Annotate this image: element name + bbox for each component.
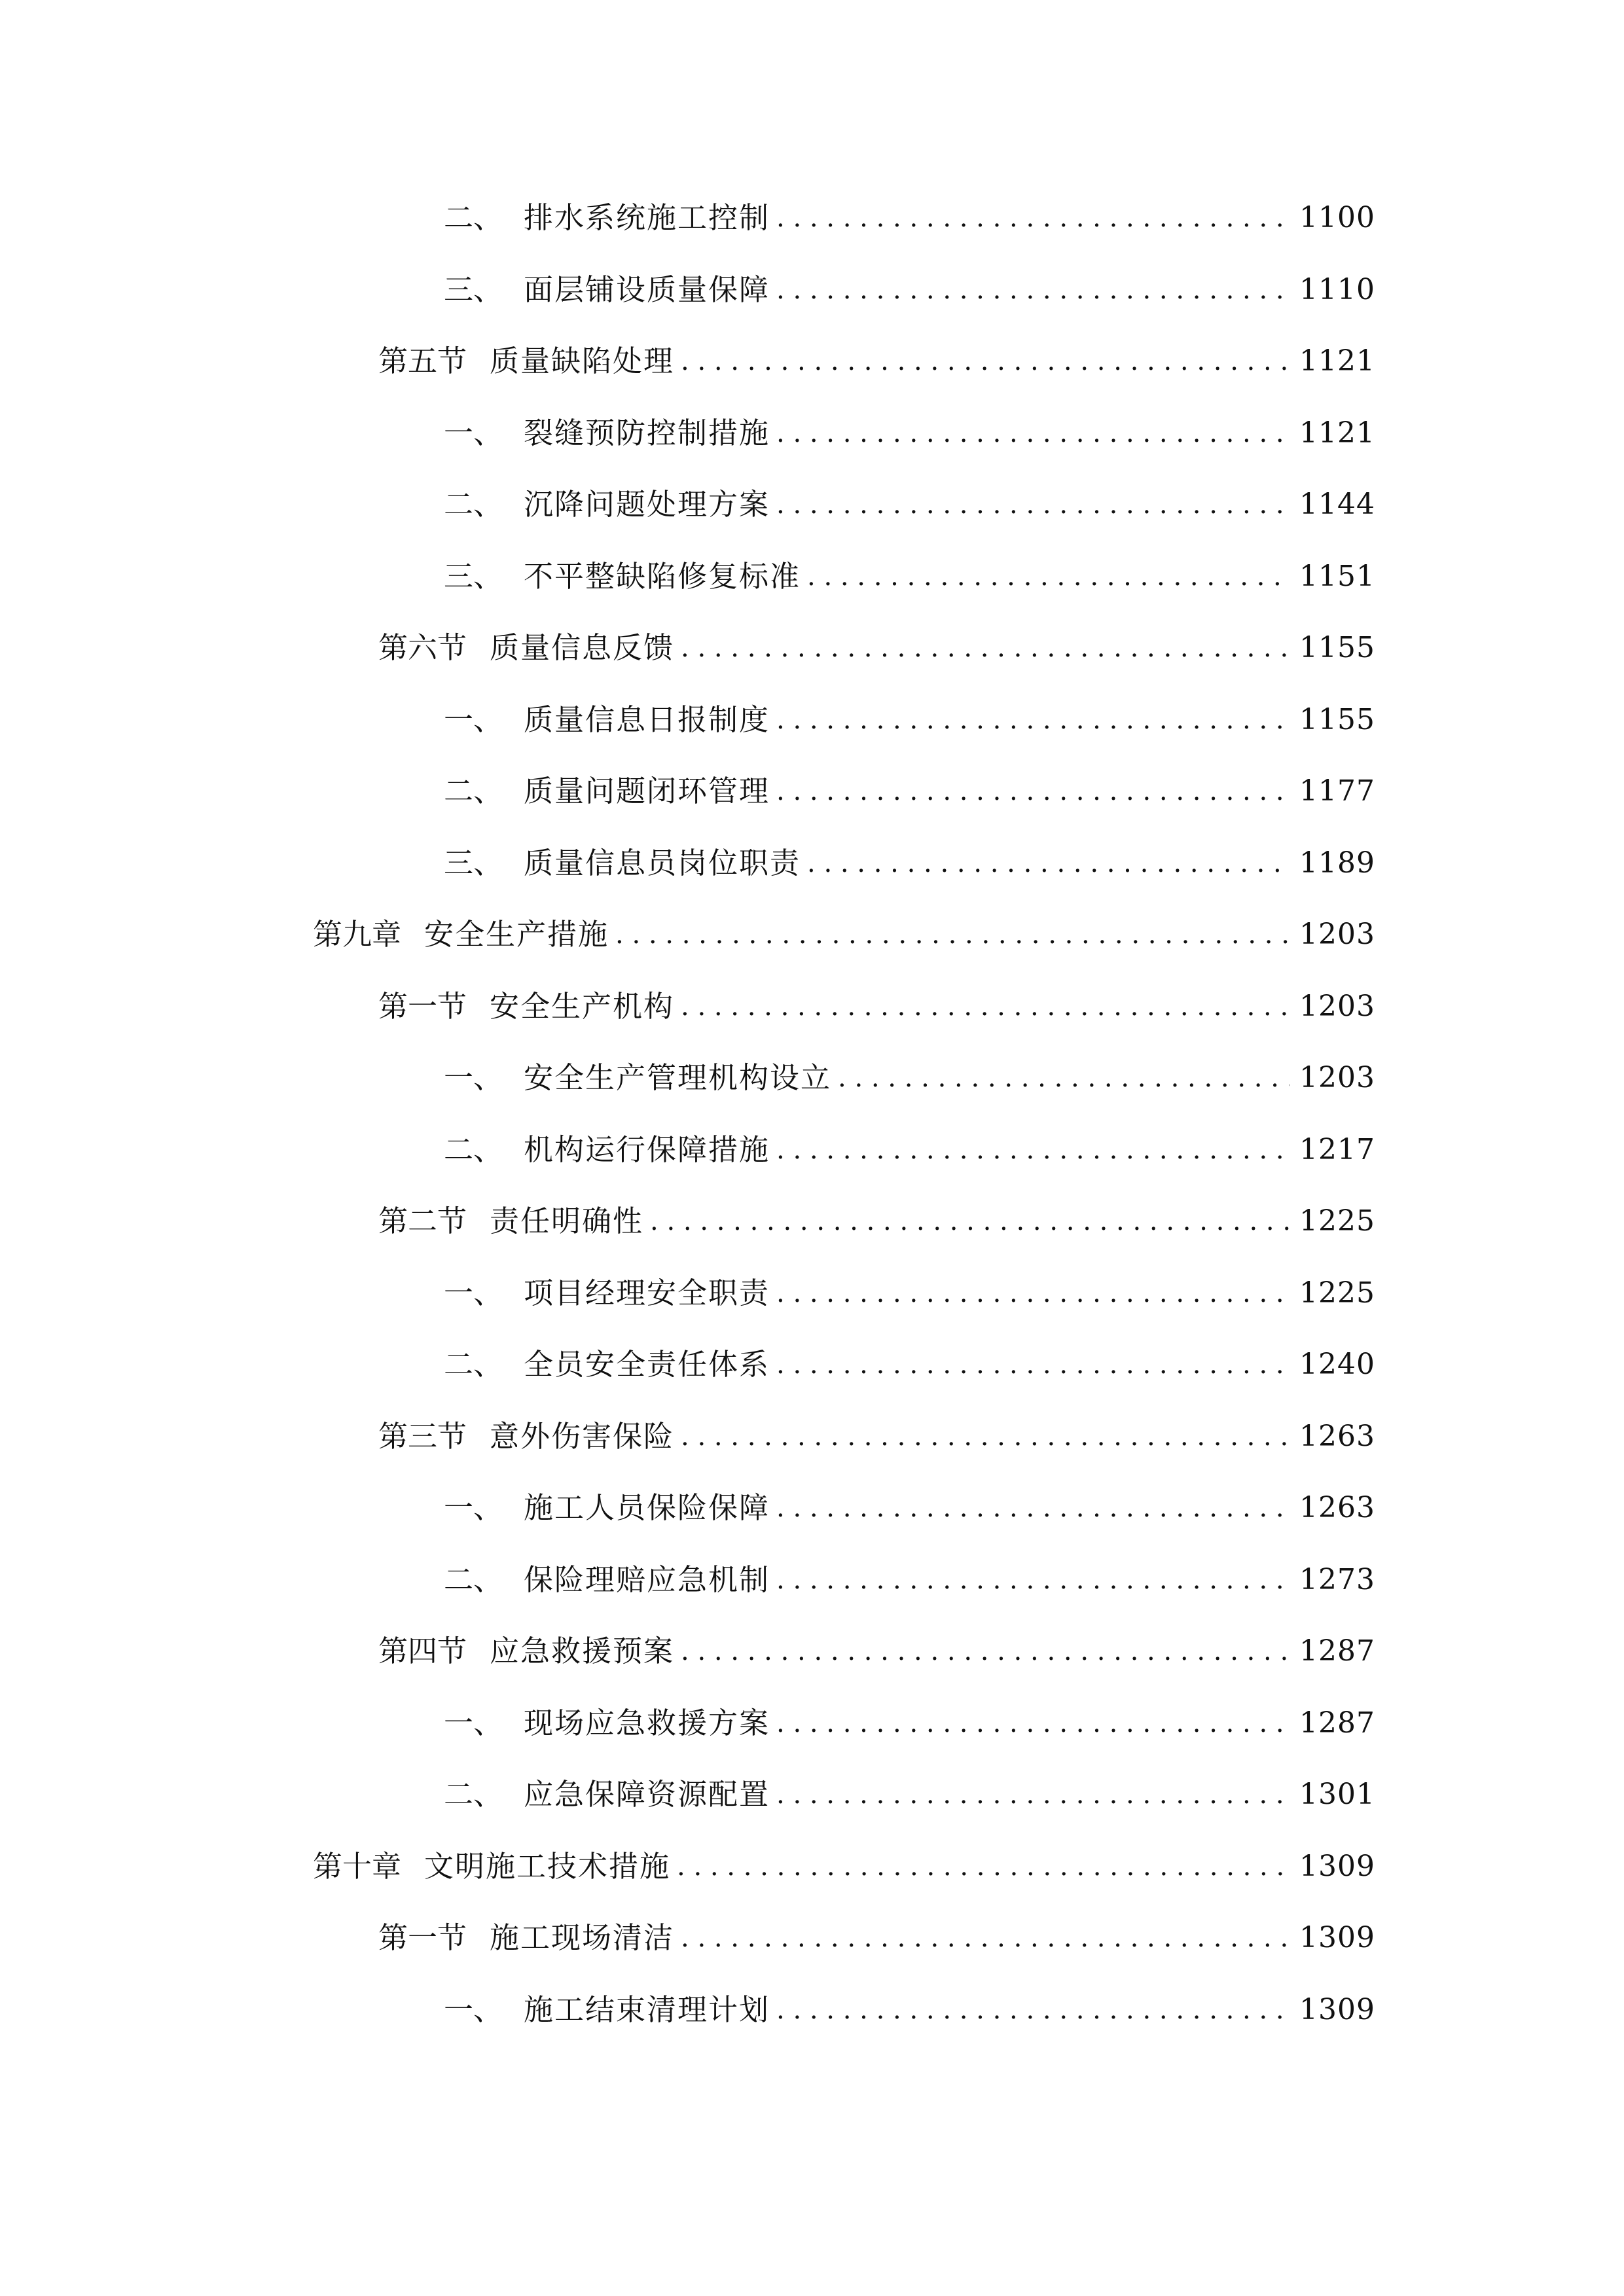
toc-entry-number: 三、: [444, 846, 503, 880]
toc-entry-number: 第二节: [378, 1204, 467, 1238]
toc-page-number: 1155: [1299, 631, 1375, 664]
toc-page-number: 1240: [1299, 1348, 1375, 1381]
toc-page-number: 1121: [1299, 344, 1375, 378]
toc-entry-item[interactable]: [444, 193, 1375, 243]
toc-entry-title: 现场应急救援方案: [524, 1706, 770, 1740]
toc-page-number: 1155: [1299, 703, 1375, 736]
toc-entry-title: 沉降问题处理方案: [524, 487, 770, 522]
toc-page-number: 1225: [1299, 1276, 1375, 1310]
dot-leader: [776, 1483, 1290, 1533]
toc-entry-section[interactable]: [378, 336, 1375, 386]
toc-entry-section[interactable]: [378, 1913, 1375, 1963]
dot-leader: [838, 1053, 1290, 1103]
toc-entry-item[interactable]: [444, 408, 1375, 458]
dot-leader: [650, 1196, 1290, 1246]
toc-entry-item[interactable]: [444, 1698, 1375, 1748]
toc-page-number: 1121: [1299, 416, 1375, 450]
toc-entry-item[interactable]: [444, 838, 1375, 888]
dot-leader: [681, 1913, 1290, 1963]
toc-entry-item[interactable]: [444, 265, 1375, 315]
toc-entry-number: 一、: [444, 1276, 503, 1310]
dot-leader: [776, 408, 1290, 458]
toc-entry-title: 质量问题闭环管理: [524, 774, 770, 808]
dot-leader: [776, 695, 1290, 745]
dot-leader: [776, 1698, 1290, 1748]
toc-entry-title: 安全生产机构: [490, 989, 675, 1024]
toc-entry-title: 面层铺设质量保障: [524, 272, 770, 307]
toc-entry-section[interactable]: [378, 982, 1375, 1031]
dot-leader: [776, 480, 1290, 529]
dot-leader: [681, 1626, 1290, 1676]
toc-entry-title: 文明施工技术措施: [424, 1849, 671, 1884]
toc-page-number: 1144: [1299, 488, 1375, 521]
dot-leader: [776, 1555, 1290, 1605]
dot-leader: [807, 552, 1290, 601]
toc-page-number: 1189: [1299, 846, 1375, 880]
toc-entry-title: 施工结束清理计划: [524, 1992, 770, 2027]
toc-entry-item[interactable]: [444, 1340, 1375, 1390]
toc-entry-item[interactable]: [444, 695, 1375, 745]
toc-entry-number: 三、: [444, 272, 503, 307]
toc-entry-number: 二、: [444, 487, 503, 522]
toc-page-number: 1273: [1299, 1563, 1375, 1596]
toc-entry-number: 三、: [444, 559, 503, 594]
toc-entry-section[interactable]: [378, 1196, 1375, 1246]
toc-entry-item[interactable]: [444, 1555, 1375, 1605]
dot-leader: [615, 910, 1290, 960]
toc-entry-number: 第三节: [378, 1419, 467, 1454]
toc-entry-item[interactable]: [444, 1483, 1375, 1533]
toc-entry-number: 第九章: [313, 917, 402, 952]
toc-page-number: 1309: [1299, 1993, 1375, 2026]
toc-entry-title: 意外伤害保险: [490, 1419, 675, 1454]
toc-entry-number: 一、: [444, 1992, 503, 2027]
dot-leader: [677, 1842, 1290, 1892]
toc-entry-title: 裂缝预防控制措施: [524, 416, 770, 450]
toc-page-number: 1263: [1299, 1420, 1375, 1453]
toc-entry-title: 项目经理安全职责: [524, 1276, 770, 1310]
toc-entry-title: 质量信息日报制度: [524, 702, 770, 737]
toc-entry-item[interactable]: [444, 1053, 1375, 1103]
toc-entry-item[interactable]: [444, 1268, 1375, 1318]
toc-page-number: 1217: [1299, 1133, 1375, 1166]
toc-entry-number: 第四节: [378, 1634, 467, 1668]
toc-entry-item[interactable]: [444, 552, 1375, 601]
toc-entry-title: 质量缺陷处理: [490, 344, 675, 378]
toc-entry-section[interactable]: [378, 623, 1375, 673]
toc-entry-item[interactable]: [444, 480, 1375, 529]
toc-page-number: 1110: [1299, 273, 1375, 306]
toc-entry-number: 第一节: [378, 989, 467, 1024]
toc-page-number: 1225: [1299, 1204, 1375, 1238]
toc-entry-number: 第五节: [378, 344, 467, 378]
toc-page-number: 1263: [1299, 1491, 1375, 1524]
toc-page-number: 1287: [1299, 1706, 1375, 1740]
toc-entry-title: 安全生产措施: [424, 917, 609, 952]
toc-entry-section[interactable]: [378, 1412, 1375, 1462]
toc-entry-number: 二、: [444, 774, 503, 808]
toc-entry-item[interactable]: [444, 1125, 1375, 1175]
toc-page-number: 1301: [1299, 1778, 1375, 1811]
dot-leader: [807, 838, 1290, 888]
toc-entry-title: 应急保障资源配置: [524, 1777, 770, 1812]
dot-leader: [681, 623, 1290, 673]
toc-entry-number: 第十章: [313, 1849, 402, 1884]
toc-page-number: 1203: [1299, 918, 1375, 951]
toc-entry-title: 质量信息员岗位职责: [524, 846, 801, 880]
toc-entry-item[interactable]: [444, 1985, 1375, 2035]
toc-entry-section[interactable]: [378, 1626, 1375, 1676]
dot-leader: [776, 1770, 1290, 1820]
toc-entry-item[interactable]: [444, 766, 1375, 816]
toc-page-number: 1309: [1299, 1850, 1375, 1883]
toc-entry-number: 一、: [444, 1706, 503, 1740]
toc-entry-title: 安全生产管理机构设立: [524, 1060, 832, 1095]
dot-leader: [776, 1985, 1290, 2035]
toc-entry-number: 一、: [444, 1490, 503, 1525]
dot-leader: [681, 336, 1290, 386]
toc-entry-number: 二、: [444, 200, 503, 235]
toc-entry-title: 施工现场清洁: [490, 1920, 675, 1955]
toc-entry-number: 二、: [444, 1777, 503, 1812]
dot-leader: [776, 265, 1290, 315]
toc-page-number: 1151: [1299, 560, 1375, 593]
toc-entry-title: 全员安全责任体系: [524, 1347, 770, 1382]
toc-entry-number: 一、: [444, 416, 503, 450]
toc-entry-number: 二、: [444, 1347, 503, 1382]
toc-page-number: 1177: [1299, 774, 1375, 808]
toc-entry-chapter[interactable]: [313, 1842, 1375, 1892]
toc-page-number: 1100: [1299, 201, 1375, 234]
toc-entry-title: 应急救援预案: [490, 1634, 675, 1668]
toc-page-number: 1203: [1299, 990, 1375, 1023]
dot-leader: [681, 1412, 1290, 1462]
toc-entry-title: 排水系统施工控制: [524, 200, 770, 235]
dot-leader: [776, 1268, 1290, 1318]
toc-entry-item[interactable]: [444, 1770, 1375, 1820]
toc-page-number: 1203: [1299, 1061, 1375, 1094]
dot-leader: [681, 982, 1290, 1031]
toc-entry-number: 一、: [444, 1060, 503, 1095]
toc-entry-number: 第一节: [378, 1920, 467, 1955]
toc-page-number: 1287: [1299, 1634, 1375, 1668]
toc-entry-number: 二、: [444, 1562, 503, 1597]
toc-entry-number: 一、: [444, 702, 503, 737]
toc-entry-title: 保险理赔应急机制: [524, 1562, 770, 1597]
dot-leader: [776, 1340, 1290, 1390]
dot-leader: [776, 1125, 1290, 1175]
toc-entry-title: 机构运行保障措施: [524, 1132, 770, 1167]
toc-page-number: 1309: [1299, 1921, 1375, 1954]
toc-entry-title: 质量信息反馈: [490, 630, 675, 665]
toc-entry-chapter[interactable]: [313, 910, 1375, 960]
toc-entry-number: 二、: [444, 1132, 503, 1167]
toc-entry-title: 不平整缺陷修复标准: [524, 559, 801, 594]
dot-leader: [776, 193, 1290, 243]
dot-leader: [776, 766, 1290, 816]
toc-entry-title: 责任明确性: [490, 1204, 644, 1238]
toc-entry-title: 施工人员保险保障: [524, 1490, 770, 1525]
toc-entry-number: 第六节: [378, 630, 467, 665]
